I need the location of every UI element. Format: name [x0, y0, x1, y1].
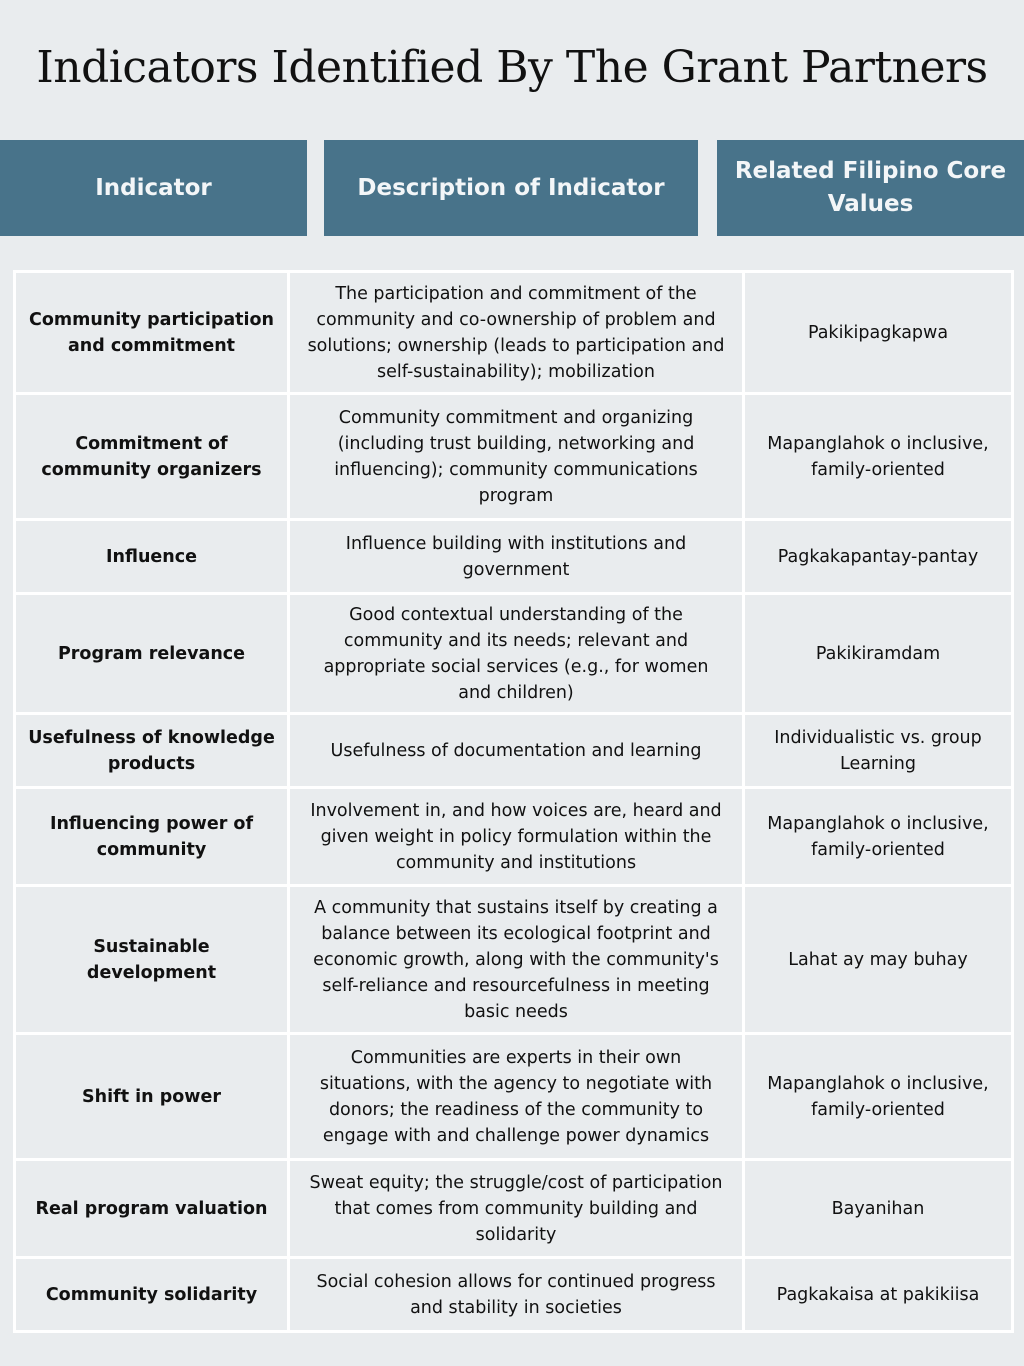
- description-cell: Usefulness of documentation and learning: [289, 714, 744, 788]
- core-value-cell: Mapanglahok o inclusive, family-oriented: [744, 394, 1013, 520]
- core-value-cell: Mapanglahok o inclusive, family-oriented: [744, 788, 1013, 886]
- table-row: [15, 1258, 1013, 1332]
- indicator-cell: Program relevance: [15, 594, 289, 714]
- description-cell: A community that sustains itself by creating a balance between its ecological footprint and economic growth, along with the community's self-reliance and resourcefulness in meeting basic needs: [289, 886, 744, 1034]
- column-header-core-values: Related Filipino Core Values: [717, 140, 1024, 236]
- indicator-cell: Community participation and commitment: [15, 272, 289, 394]
- indicator-cell: Real program valuation: [15, 1160, 289, 1258]
- description-cell: Community commitment and organizing (including trust building, networking and influencing); community communications program: [289, 394, 744, 520]
- table-row: [15, 594, 1013, 714]
- description-cell: Sweat equity; the struggle/cost of participation that comes from community building and solidarity: [289, 1160, 744, 1258]
- indicator-cell: Community solidarity: [15, 1258, 289, 1332]
- column-header-indicator: Indicator: [0, 140, 307, 236]
- indicator-cell: Usefulness of knowledge products: [15, 714, 289, 788]
- indicator-cell: Influencing power of community: [15, 788, 289, 886]
- core-value-cell: Pakikiramdam: [744, 594, 1013, 714]
- indicator-cell: Sustainable development: [15, 886, 289, 1034]
- indicator-cell: Commitment of community organizers: [15, 394, 289, 520]
- description-cell: Communities are experts in their own situations, with the agency to negotiate with donors; the readiness of the community to engage with and challenge power dynamics: [289, 1034, 744, 1160]
- table-row: [15, 1034, 1013, 1160]
- table-row: [15, 714, 1013, 788]
- core-value-cell: Bayanihan: [744, 1160, 1013, 1258]
- table-row: [15, 1160, 1013, 1258]
- description-cell: The participation and commitment of the community and co-ownership of problem and solutions; ownership (leads to participation and self-sustainability); mobilization: [289, 272, 744, 394]
- indicators-table: [13, 270, 1014, 1333]
- core-value-cell: Pakikipagkapwa: [744, 272, 1013, 394]
- core-value-cell: Individualistic vs. group Learning: [744, 714, 1013, 788]
- table-row: [15, 788, 1013, 886]
- core-value-cell: Mapanglahok o inclusive, family-oriented: [744, 1034, 1013, 1160]
- core-value-cell: Pagkakaisa at pakikiisa: [744, 1258, 1013, 1332]
- indicator-cell: Shift in power: [15, 1034, 289, 1160]
- column-header-description: Description of Indicator: [324, 140, 698, 236]
- table-row: [15, 886, 1013, 1034]
- indicator-cell: Influence: [15, 520, 289, 594]
- description-cell: Involvement in, and how voices are, heard and given weight in policy formulation within the community and institutions: [289, 788, 744, 886]
- description-cell: Influence building with institutions and government: [289, 520, 744, 594]
- table-row: [15, 520, 1013, 594]
- core-value-cell: Lahat ay may buhay: [744, 886, 1013, 1034]
- page-title: Indicators Identified By The Grant Partners: [36, 42, 988, 93]
- table-row: [15, 394, 1013, 520]
- description-cell: Social cohesion allows for continued progress and stability in societies: [289, 1258, 744, 1332]
- description-cell: Good contextual understanding of the community and its needs; relevant and appropriate social services (e.g., for women and children): [289, 594, 744, 714]
- core-value-cell: Pagkakapantay-pantay: [744, 520, 1013, 594]
- table-row: [15, 272, 1013, 394]
